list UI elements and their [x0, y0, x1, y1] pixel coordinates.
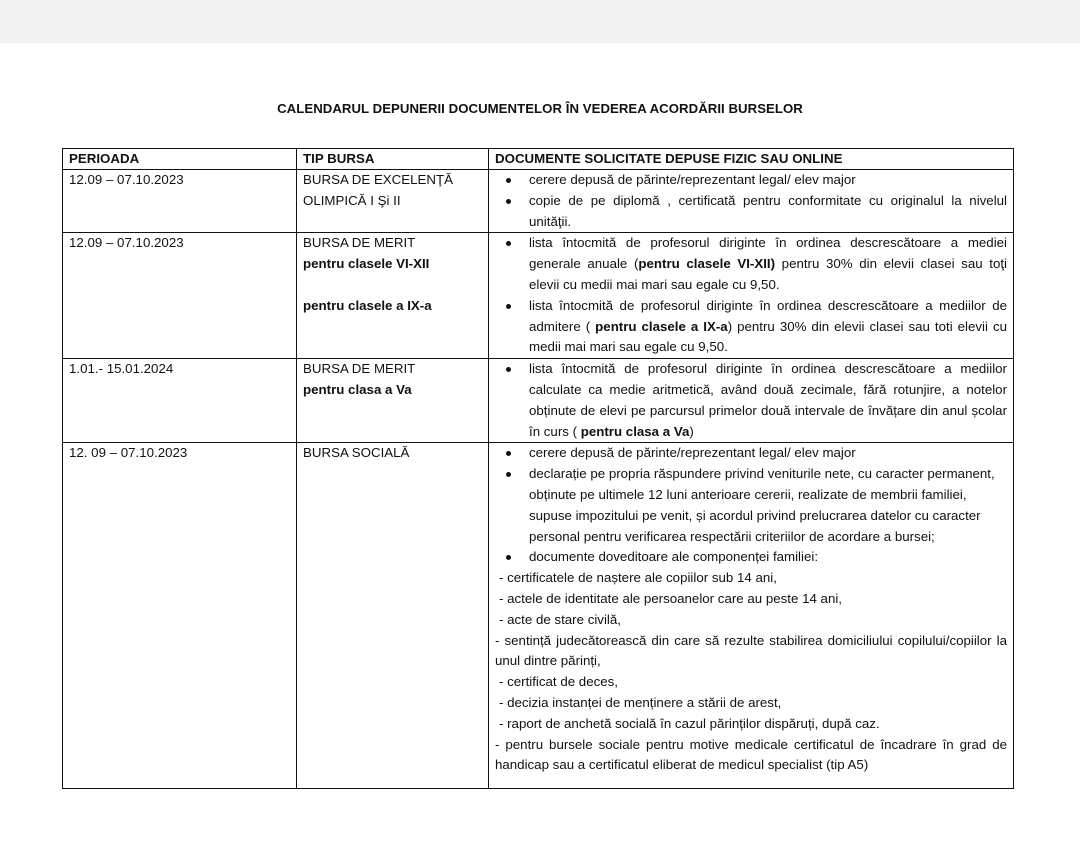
type-cell — [297, 170, 489, 233]
document-item: lista întocmită de profesorul diriginte în ordinea descrescătoare a mediei generale anuale (pentru clasele VI-XII) pentru 30% din elevii clasei sau toţi elevii cu medii mai mari sau egale cu 9,50. — [489, 233, 1013, 295]
table-row — [63, 359, 1014, 443]
type-cell — [297, 359, 489, 443]
table-row — [63, 170, 1014, 233]
type-label: BURSA DE EXCELENŢĂ OLIMPICĂ I Şi II — [303, 172, 454, 208]
document-subitem: - certificat de deces, — [499, 674, 618, 690]
document-item: copie de pe diplomă , certificată pentru conformitate cu originalul la nivelul unităţii. — [489, 191, 1013, 233]
table-row — [63, 443, 1014, 789]
type-subtitle: pentru clasele a IX-a — [303, 297, 432, 313]
type-subtitle: pentru clasa a Va — [303, 381, 412, 397]
document-subitem: - sentință judecătorească din care să rezulte stabilirea domiciliului copilului/copiilor la unul dintre părinți, — [495, 632, 1007, 669]
document-subitem: - actele de identitate ale persoanelor care au peste 14 ani, — [499, 590, 842, 606]
header-documents: DOCUMENTE SOLICITATE DEPUSE FIZIC SAU ONLINE — [489, 149, 1014, 170]
type-cell — [297, 443, 489, 789]
period-cell: 12. 09 – 07.10.2023 — [63, 443, 297, 789]
documents-cell — [489, 170, 1014, 233]
type-label: BURSA DE MERIT — [303, 235, 416, 251]
table-header-row — [63, 149, 1014, 170]
period-cell: 12.09 – 07.10.2023 — [63, 170, 297, 233]
documents-cell — [489, 443, 1014, 789]
document-subitem: - raport de anchetă socială în cazul părinților dispăruți, după caz. — [499, 715, 880, 731]
document-subitem: - decizia instanței de menținere a stării de arest, — [499, 694, 782, 710]
document-subitem: - acte de stare civilă, — [499, 611, 621, 627]
document-item: documente doveditoare ale componenței familiei: — [489, 547, 1013, 568]
documents-cell — [489, 359, 1014, 443]
period-cell: 1.01.- 15.01.2024 — [63, 359, 297, 443]
header-type: TIP BURSA — [297, 149, 489, 170]
document-item: lista întocmită de profesorul diriginte în ordinea descrescătoare a mediilor de admitere ( pentru clasele a IX-a) pentru 30% din elevii clasei sau toti elevii cu medii mai mari sau egale cu 9,50. — [489, 296, 1013, 358]
period-cell: 12.09 – 07.10.2023 — [63, 233, 297, 359]
documents-cell — [489, 233, 1014, 359]
type-cell — [297, 233, 489, 359]
document-item: cerere depusă de părinte/reprezentant legal/ elev major — [489, 170, 1013, 191]
viewer-top-bar — [0, 0, 1080, 43]
document-item: lista întocmită de profesorul diriginte în ordinea descrescătoare a mediilor calculate ca medie aritmetică, având două zecimale, fără rotunjire, a notelor obținute de elevi pe parcursul primelor două intervale de învățare din anul școlar în curs ( pentru clasa a Va) — [489, 359, 1013, 442]
document-item: cerere depusă de părinte/reprezentant legal/ elev major — [489, 443, 1013, 464]
type-label: BURSA SOCIALĂ — [303, 445, 410, 461]
header-period: PERIOADA — [63, 149, 297, 170]
table-row — [63, 233, 1014, 359]
scholarship-calendar-table — [62, 148, 1014, 789]
type-subtitle: pentru clasele VI-XII — [303, 256, 430, 272]
document-subitem: - certificatele de naștere ale copiilor sub 14 ani, — [499, 570, 777, 586]
document-title: CALENDARUL DEPUNERII DOCUMENTELOR ÎN VEDEREA ACORDĂRII BURSELOR — [277, 101, 803, 116]
document-subitem: - pentru bursele sociale pentru motive medicale certificatul de încadrare în grad de handicap sau a certificatul eliberat de medicul specialist (tip A5) — [495, 736, 1007, 773]
type-label: BURSA DE MERIT — [303, 361, 416, 377]
document-item: declarație pe propria răspundere privind veniturile nete, cu caracter permanent, obținute pe ultimele 12 luni anterioare cererii, realizate de membrii familiei, supuse impozitului pe venit, și acordul privind prelucrarea datelor cu caracter personal pentru verificarea respectării criteriilor de acordare a bursei; — [489, 464, 1013, 547]
